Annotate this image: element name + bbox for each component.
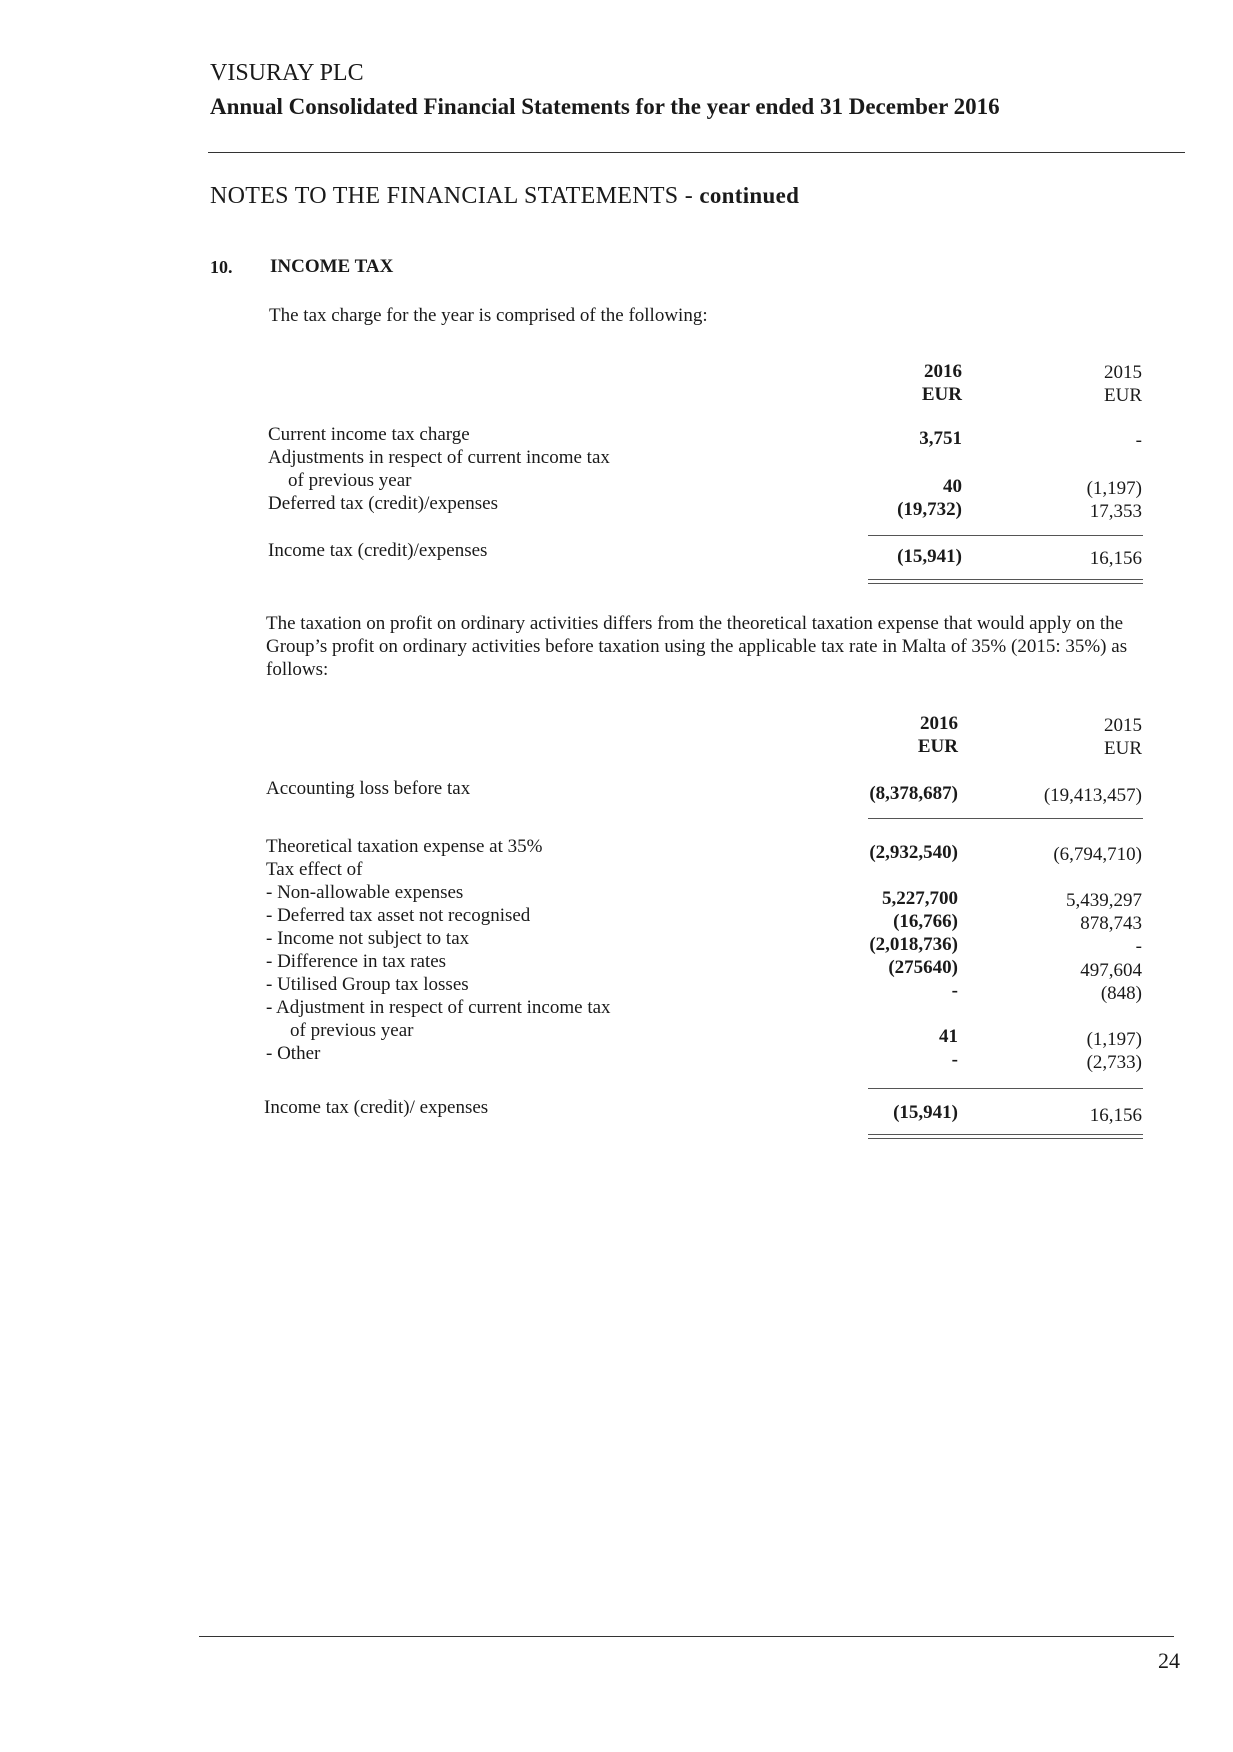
table2-loss-2016: (8,378,687) [869,783,958,804]
subtotal-rule [868,818,1143,819]
table1-cell-2015: - [1135,430,1142,451]
table2-row-label: - Income not subject to tax [266,928,470,949]
page-number: 24 [1158,1648,1180,1673]
table2-cell-2016: - [951,980,958,1001]
table2-cell-2016: 41 [939,1026,958,1047]
subtotal-rule [868,535,1143,536]
header-divider [208,152,1185,153]
footer-divider [199,1636,1174,1637]
table2-row-label: - Difference in tax rates [266,951,447,972]
table1-row-label: Adjustments in respect of current income tax [268,447,610,468]
table1-cell-2016: 40 [943,476,962,497]
note-title: INCOME TAX [270,256,394,277]
year-label: 2016 [924,361,962,382]
table2-row-label: Tax effect of [266,859,363,880]
table2-cell-2015: 878,743 [1080,913,1142,934]
currency-label: EUR [921,384,962,405]
table2-cell-2015: (6,794,710) [1053,844,1142,865]
table2-row-label: - Deferred tax asset not recognised [266,905,531,926]
table2-loss-label: Accounting loss before tax [266,778,471,799]
table1-cell-2015: 17,353 [1089,501,1142,522]
table2-row-label: - Adjustment in respect of current income tax [266,997,611,1018]
table2-cell-2016: (275640) [888,957,958,978]
document-subtitle: Annual Consolidated Financial Statements for the year ended 31 December 2016 [210,94,1000,119]
total-double-rule [868,1134,1143,1139]
section-title-text: NOTES TO THE FINANCIAL STATEMENTS - [210,183,694,209]
table2-cell-2016: 5,227,700 [882,888,958,909]
table2-total-2015: 16,156 [1089,1105,1142,1126]
table2-cell-2015: 5,439,297 [1066,890,1142,911]
table2-cell-2015: (848) [1100,983,1142,1004]
table1-total-2016: (15,941) [897,546,962,567]
table2-loss-2015: (19,413,457) [1043,785,1142,806]
table2-cell-2016: (16,766) [893,911,958,932]
table1-cell-2016: 3,751 [919,428,962,449]
section-title-suffix: continued [699,183,800,208]
table2-row-label: - Non-allowable expenses [266,882,464,903]
year-label: 2015 [1104,362,1142,383]
table2-total-2016: (15,941) [893,1102,958,1123]
table2-cell-2015: 497,604 [1080,960,1142,981]
total-double-rule [868,579,1143,584]
table2-cell-2015: (1,197) [1086,1029,1142,1050]
section-title [210,183,799,210]
table2-row-label: - Utilised Group tax losses [266,974,469,995]
note-explanation: The taxation on profit on ordinary activities differs from the theoretical taxation expense that would apply on the Group’s profit on ordinary activities before taxation using the applicable tax rate in Malta of 35% (2015: 35%) as follows: [266,613,1128,680]
note-number: 10. [210,257,233,277]
table2-row-label: of previous year [290,1020,414,1041]
company-name: VISURAY PLC [210,60,364,86]
table1-total-2015: 16,156 [1089,548,1142,569]
table2-header-2016 [818,712,958,758]
note-intro: The tax charge for the year is comprised of the following: [269,305,708,326]
table1-row-label: of previous year [288,470,412,491]
table2-cell-2015: - [1135,936,1142,957]
table1-header-2015 [982,361,1142,407]
table2-cell-2016: (2,018,736) [869,934,958,955]
table2-row-label: Theoretical taxation expense at 35% [266,836,543,857]
table1-cell-2016: (19,732) [897,499,962,520]
currency-label: EUR [1104,385,1142,406]
table2-cell-2015: (2,733) [1086,1052,1142,1073]
table1-row-label: Deferred tax (credit)/expenses [268,493,498,514]
subtotal-rule [868,1088,1143,1089]
currency-label: EUR [1104,738,1142,759]
table2-row-label: - Other [266,1043,321,1064]
currency-label: EUR [917,736,958,757]
table1-cell-2015: (1,197) [1086,478,1142,499]
year-label: 2016 [920,713,958,734]
table1-row-label: Current income tax charge [268,424,470,445]
year-label: 2015 [1104,715,1142,736]
table1-header-2016 [822,360,962,406]
table2-header-2015 [982,714,1142,760]
table2-cell-2016: (2,932,540) [869,842,958,863]
table2-cell-2016: - [951,1049,958,1070]
table2-total-label: Income tax (credit)/ expenses [264,1097,489,1118]
table1-total-label: Income tax (credit)/expenses [268,540,488,561]
